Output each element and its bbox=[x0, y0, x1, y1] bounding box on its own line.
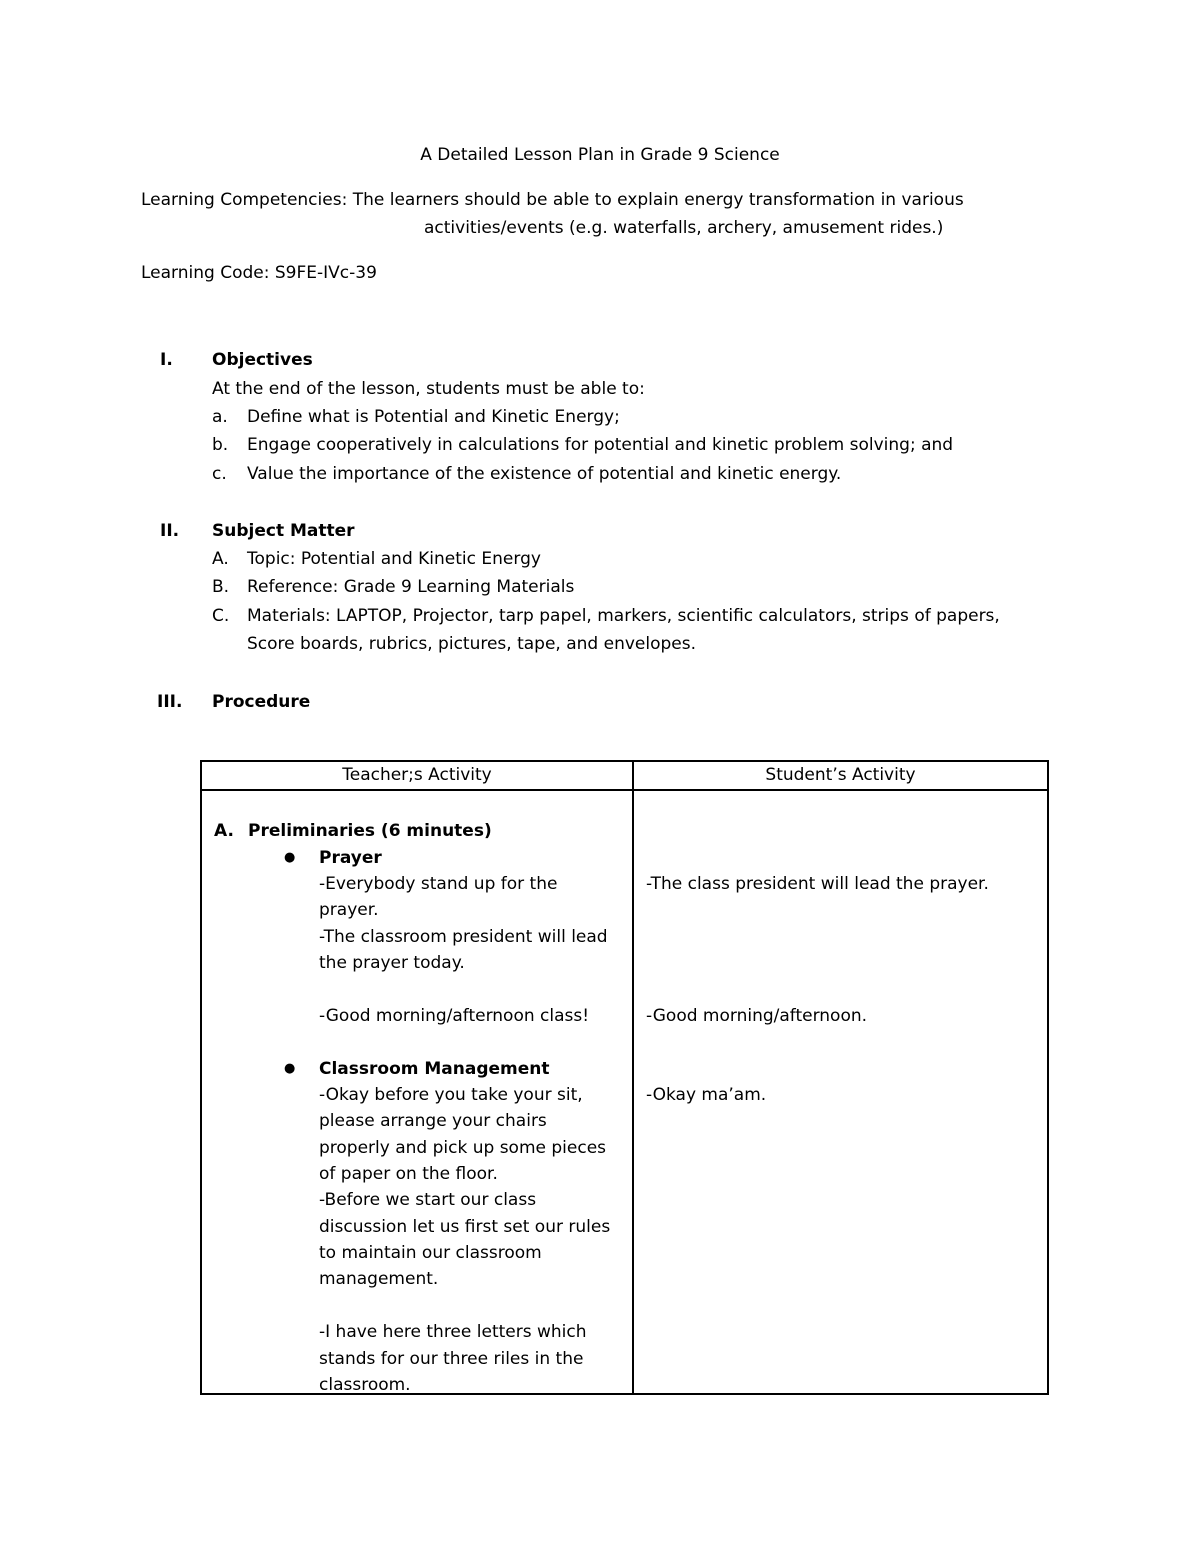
preliminaries-title: Preliminaries (6 minutes) bbox=[248, 821, 492, 841]
prayer-line: -The classroom president will lead bbox=[319, 927, 608, 947]
student-activity-cell bbox=[633, 790, 1048, 1394]
competencies-text-2: activities/events (e.g. waterfalls, archery, amusement rides.) bbox=[424, 218, 944, 238]
subject-item-text: Topic: Potential and Kinetic Energy bbox=[247, 549, 541, 569]
bullet-icon: ● bbox=[284, 850, 296, 865]
management-line: of paper on the floor. bbox=[319, 1164, 498, 1184]
procedure-heading: Procedure bbox=[212, 692, 311, 712]
subject-item-marker: A. bbox=[212, 549, 229, 569]
prayer-line: prayer. bbox=[319, 900, 379, 920]
subject-item-text: Materials: LAPTOP, Projector, tarp papel, markers, scientific calculators, strips of papers, bbox=[247, 606, 1000, 626]
management-line: please arrange your chairs bbox=[319, 1111, 547, 1131]
letters-line: stands for our three riles in the bbox=[319, 1349, 584, 1369]
bullet-icon: ● bbox=[284, 1061, 296, 1076]
competencies-line-1 bbox=[141, 190, 964, 210]
prayer-line: -Everybody stand up for the bbox=[319, 874, 558, 894]
objectives-number: I. bbox=[160, 350, 173, 370]
learning-code-label: Learning Code: bbox=[141, 263, 270, 283]
management-line: -Okay before you take your sit, bbox=[319, 1085, 583, 1105]
teacher-activity-cell bbox=[201, 790, 633, 1394]
letters-line: -I have here three letters which bbox=[319, 1322, 587, 1342]
student-activity-header: Student’s Activity bbox=[633, 761, 1048, 790]
teacher-activity-header: Teacher;s Activity bbox=[201, 761, 633, 790]
objectives-heading: Objectives bbox=[212, 350, 313, 370]
objective-item-text: Engage cooperatively in calculations for potential and kinetic problem solving; and bbox=[247, 435, 954, 455]
procedure-number: III. bbox=[157, 692, 183, 712]
subject-item-text-cont: Score boards, rubrics, pictures, tape, and envelopes. bbox=[247, 634, 697, 654]
objective-item-marker: c. bbox=[212, 464, 227, 484]
management-line: management. bbox=[319, 1269, 439, 1289]
student-prayer-response: -The class president will lead the prayer. bbox=[646, 874, 989, 894]
management-line: properly and pick up some pieces bbox=[319, 1138, 607, 1158]
management-title: Classroom Management bbox=[319, 1059, 550, 1079]
objective-item-marker: a. bbox=[212, 407, 228, 427]
preliminaries-marker: A. bbox=[214, 821, 234, 841]
prayer-line: the prayer today. bbox=[319, 953, 465, 973]
subject-item-marker: C. bbox=[212, 606, 230, 626]
management-line: -Before we start our class bbox=[319, 1190, 537, 1210]
document-title: A Detailed Lesson Plan in Grade 9 Science bbox=[420, 145, 780, 165]
objectives-intro: At the end of the lesson, students must be able to: bbox=[212, 379, 645, 399]
management-line: to maintain our classroom bbox=[319, 1243, 542, 1263]
subject-number: II. bbox=[160, 521, 180, 541]
learning-code-value: S9FE-IVc-39 bbox=[274, 263, 377, 283]
subject-heading: Subject Matter bbox=[212, 521, 355, 541]
objective-item-text: Define what is Potential and Kinetic Energy; bbox=[247, 407, 620, 427]
student-greeting-response: -Good morning/afternoon. bbox=[646, 1006, 868, 1026]
procedure-table bbox=[200, 760, 1049, 1395]
management-line: discussion let us first set our rules bbox=[319, 1217, 611, 1237]
letters-line: classroom. bbox=[319, 1375, 411, 1395]
objective-item-text: Value the importance of the existence of potential and kinetic energy. bbox=[247, 464, 842, 484]
competencies-text-1: The learners should be able to explain energy transformation in various bbox=[352, 190, 964, 210]
objective-item-marker: b. bbox=[212, 435, 229, 455]
prayer-title: Prayer bbox=[319, 848, 382, 868]
learning-code bbox=[141, 263, 377, 283]
subject-item-text: Reference: Grade 9 Learning Materials bbox=[247, 577, 575, 597]
teacher-greeting: -Good morning/afternoon class! bbox=[319, 1006, 590, 1026]
competencies-label: Learning Competencies: bbox=[141, 190, 348, 210]
student-management-response: -Okay ma’am. bbox=[646, 1085, 767, 1105]
subject-item-marker: B. bbox=[212, 577, 230, 597]
